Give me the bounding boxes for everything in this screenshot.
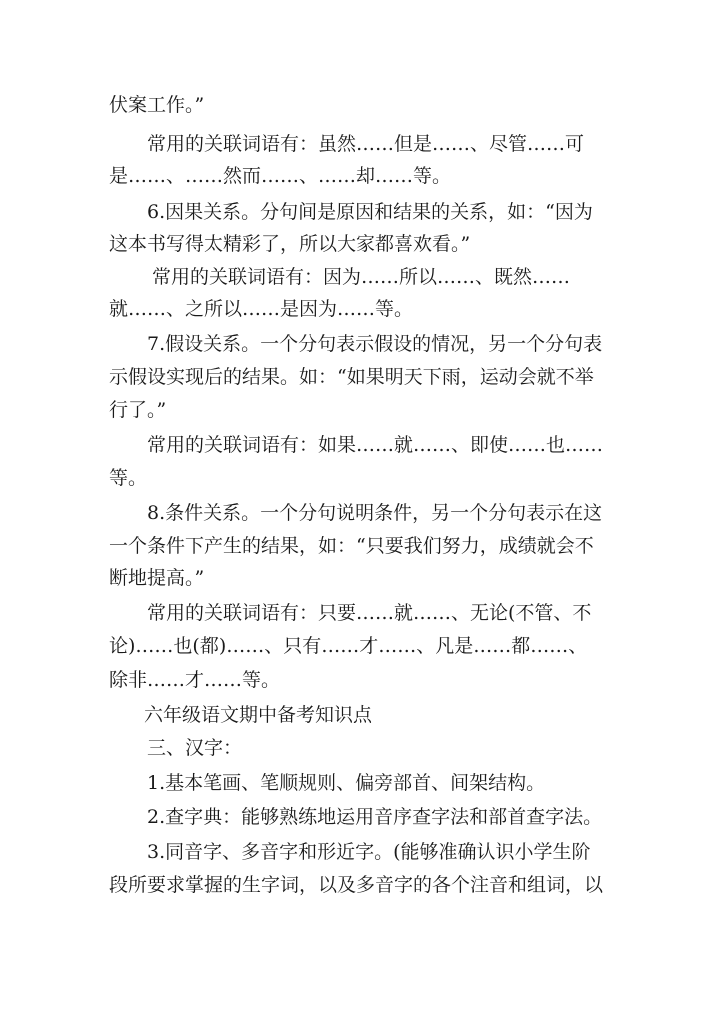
text-line: 是……、……然而……、……却……等。 [109, 165, 452, 187]
text-line: 7.假设关系。一个分句表示假设的情况，另一个分句表 [147, 333, 603, 355]
text-line: 等。 [109, 467, 148, 489]
text-line: 6.因果关系。分句间是原因和结果的关系，如：“因为 [147, 201, 593, 223]
text-line: 论)……也(都)……、只有……才……、凡是……都……、 [109, 635, 588, 657]
text-line: 这本书写得太精彩了，所以大家都喜欢看。” [109, 233, 471, 255]
text-line: 常用的关联词语有：虽然……但是……、尽管……可 [147, 133, 585, 155]
section-heading: 六年级语文期中备考知识点 [144, 704, 373, 726]
text-line: 段所要求掌握的生字词，以及多音字的各个注音和组词，以 [109, 874, 604, 896]
text-line: 8.条件关系。一个分句说明条件，另一个分句表示在这 [147, 502, 603, 524]
text-line: 3.同音字、多音字和形近字。(能够准确认识小学生阶 [147, 841, 591, 863]
section-subheading: 三、汉字： [147, 737, 243, 759]
text-line: 2.查字典：能够熟练地运用音序查字法和部首查字法。 [147, 806, 603, 828]
text-line: 常用的关联词语有：如果……就……、即使……也…… [147, 434, 604, 456]
text-line: 除非……才……等。 [109, 669, 281, 691]
text-line: 一个条件下产生的结果，如：“只要我们努力，成绩就会不 [109, 535, 594, 557]
text-line: 常用的关联词语有：因为……所以……、既然…… [152, 266, 571, 288]
text-line: 伏案工作。” [109, 94, 205, 116]
text-line: 示假设实现后的结果。如：“如果明天下雨，运动会就不举 [109, 366, 594, 388]
text-line: 常用的关联词语有：只要……就……、无论(不管、不 [147, 602, 592, 624]
text-line: 1.基本笔画、笔顺规则、偏旁部首、间架结构。 [147, 772, 546, 794]
text-line: 行了。” [109, 399, 167, 421]
text-line: 就……、之所以……是因为……等。 [109, 298, 414, 320]
text-line: 断地提高。” [109, 567, 205, 589]
